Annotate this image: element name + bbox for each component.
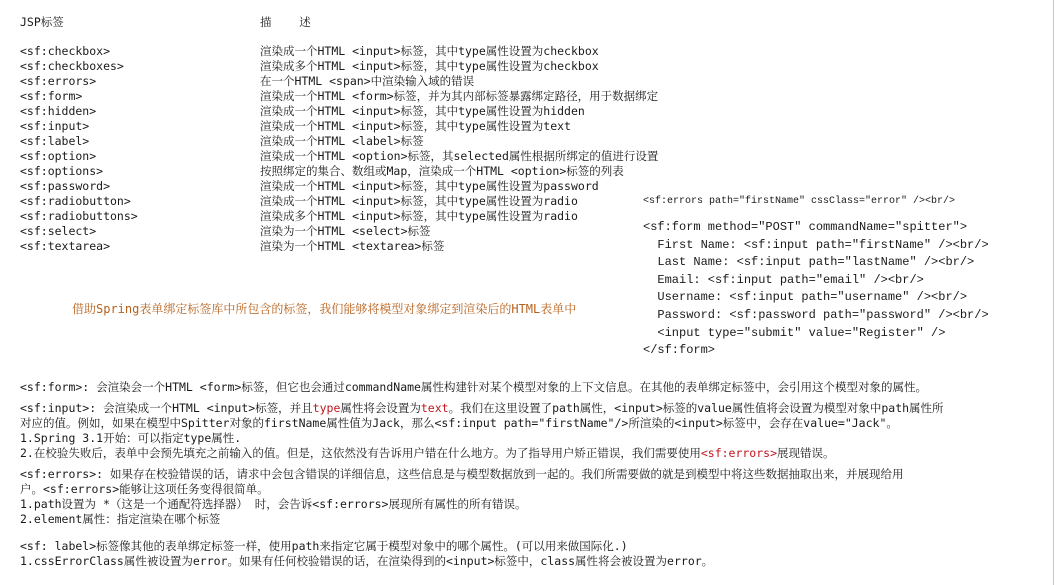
note-label-line-2: 1.cssErrorClass属性被设置为error。如果有任何校验错误的话，在渲染得到的<input>标签中，class属性将会被设置为error。 <box>20 554 714 568</box>
row-tag: <sf:options> <box>20 164 104 178</box>
note-sf-errors <box>20 467 1045 527</box>
table-header <box>20 14 1057 30</box>
note-input-line-1 <box>20 401 1045 416</box>
row-description: 渲染为一个HTML <select>标签 <box>260 224 431 238</box>
table-row <box>20 224 660 239</box>
code-form-example <box>643 219 989 360</box>
table-row <box>20 104 660 119</box>
row-description: 渲染成一个HTML <input>标签，其中type属性设置为hidden <box>260 104 585 118</box>
table-row <box>20 119 660 134</box>
row-tag: <sf:option> <box>20 149 97 163</box>
text-segment: <sf:input>: 会渲染成一个HTML <input>标签，并且 <box>20 401 313 415</box>
row-tag: <sf:checkboxes> <box>20 59 124 73</box>
code-line: Last Name: <sf:input path="lastName" /><br/> <box>643 255 975 270</box>
code-line: Email: <sf:input path="email" /><br/> <box>643 272 924 287</box>
row-description: 按照绑定的集合、数组或Map，渲染成一个HTML <option>标签的列表 <box>260 164 624 178</box>
row-tag: <sf:hidden> <box>20 104 97 118</box>
row-description: 渲染为一个HTML <textarea>标签 <box>260 239 445 253</box>
row-description: 渲染成一个HTML <input>标签，其中type属性设置为password <box>260 179 599 193</box>
note-form-line: <sf:form>: 会渲染会一个HTML <form>标签，但它也会通过commandName属性构建针对某个模型对象的上下文信息。在其他的表单绑定标签中，会引用这个模型对象的属性。 <box>20 380 927 394</box>
code-line: First Name: <sf:input path="firstName" /><br/> <box>643 237 989 252</box>
notes-section <box>20 380 1045 575</box>
table-row <box>20 89 660 104</box>
note-sf-input <box>20 401 1045 461</box>
text-segment: 2.在校验失败后，表单中会预先填充之前输入的值。但是，这依然没有告诉用户错在什么地方。为了指导用户矫正错误，我们需要使用 <box>20 446 701 460</box>
row-tag: <sf:input> <box>20 119 90 133</box>
row-tag: <sf:select> <box>20 224 97 238</box>
row-tag: <sf:errors> <box>20 74 97 88</box>
table-row <box>20 209 660 224</box>
code-line: </sf:form> <box>643 343 716 358</box>
row-description: 渲染成一个HTML <label>标签 <box>260 134 424 148</box>
row-description: 渲染成多个HTML <input>标签，其中type属性设置为radio <box>260 209 578 223</box>
note-errors-line-1: <sf:errors>: 如果存在校验错误的话，请求中会包含错误的详细信息，这些信息是与模型数据放到一起的。我们所需要做的就是到模型中将这些数据抽取出来，并展现给用 <box>20 467 904 481</box>
highlight-type: type <box>312 401 341 415</box>
text-segment: 展现错误。 <box>777 446 835 460</box>
code-line: Password: <sf:password path="password" /><br/> <box>643 307 989 322</box>
note-input-line-3: 1.Spring 3.1开始：可以指定type属性. <box>20 431 242 445</box>
table-row <box>20 59 660 74</box>
page-right-border <box>1053 0 1054 585</box>
row-tag: <sf:form> <box>20 89 83 103</box>
header-description: 描 述 <box>260 15 311 29</box>
table-row <box>20 239 660 254</box>
row-description: 渲染成一个HTML <input>标签，其中type属性设置为text <box>260 119 571 133</box>
code-line: <sf:form method="POST" commandName="spitter"> <box>643 220 968 234</box>
text-segment: 。我们在这里设置了path属性，<input>标签的value属性值将会设置为模型对象中path属性所 <box>448 401 944 415</box>
note-input-line-4 <box>20 446 1045 461</box>
row-tag: <sf:password> <box>20 179 111 193</box>
note-sf-form <box>20 380 1045 395</box>
row-description: 渲染成一个HTML <input>标签，其中type属性设置为checkbox <box>260 44 599 58</box>
table-row <box>20 164 660 179</box>
row-tag: <sf:label> <box>20 134 90 148</box>
code-line: <input type="submit" value="Register" /> <box>643 325 946 340</box>
highlight-sf-errors: <sf:errors> <box>700 446 778 460</box>
table-row <box>20 134 660 149</box>
note-errors-line-2: 户。<sf:errors>能够让这项任务变得很简单。 <box>20 482 269 496</box>
code-errors-line: <sf:errors path="firstName" cssClass="error" /><br/> <box>643 196 956 207</box>
table-row <box>20 44 660 59</box>
row-description: 渲染成一个HTML <form>标签，并为其内部标签暴露绑定路径，用于数据绑定 <box>260 89 659 103</box>
table-caption: 借助Spring表单绑定标签库中所包含的标签，我们能够将模型对象绑定到渲染后的HTML表单中 <box>72 302 577 316</box>
row-tag: <sf:checkbox> <box>20 44 111 58</box>
table-row <box>20 194 660 209</box>
row-description: 渲染成一个HTML <option>标签，其selected属性根据所绑定的值进行设置 <box>260 149 659 163</box>
note-sf-label <box>20 539 1045 569</box>
row-tag: <sf:textarea> <box>20 239 111 253</box>
code-line: Username: <sf:input path="username" /><br/> <box>643 290 968 305</box>
row-tag: <sf:radiobutton> <box>20 194 131 208</box>
row-tag: <sf:radiobuttons> <box>20 209 138 223</box>
table-row <box>20 149 660 164</box>
note-errors-line-3: 1.path设置为 *（这是一个通配符选择器） 时，会告诉<sf:errors>展现所有属性的所有错误。 <box>20 497 527 511</box>
header-jsp-tag: JSP标签 <box>20 15 64 29</box>
tag-table <box>20 44 660 254</box>
table-row <box>20 74 660 89</box>
row-description: 渲染成多个HTML <input>标签，其中type属性设置为checkbox <box>260 59 599 73</box>
row-description: 在一个HTML <span>中渲染输入域的错误 <box>260 74 475 88</box>
text-segment: 属性将会设置为 <box>340 401 421 415</box>
note-label-line-1: <sf: label>标签像其他的表单绑定标签一样，使用path来指定它属于模型对象中的哪个属性。(可以用来做国际化.) <box>20 539 628 553</box>
highlight-text: text <box>420 401 449 415</box>
row-description: 渲染成一个HTML <input>标签，其中type属性设置为radio <box>260 194 578 208</box>
note-input-line-2: 对应的值。例如，如果在模型中Spitter对象的firstName属性值为Jack，那么<sf:input path="firstName"/>所渲染的<input>标签中，会存在value="Jack"。 <box>20 416 898 430</box>
note-errors-line-4: 2.element属性：指定渲染在哪个标签 <box>20 512 221 526</box>
table-row <box>20 179 660 194</box>
